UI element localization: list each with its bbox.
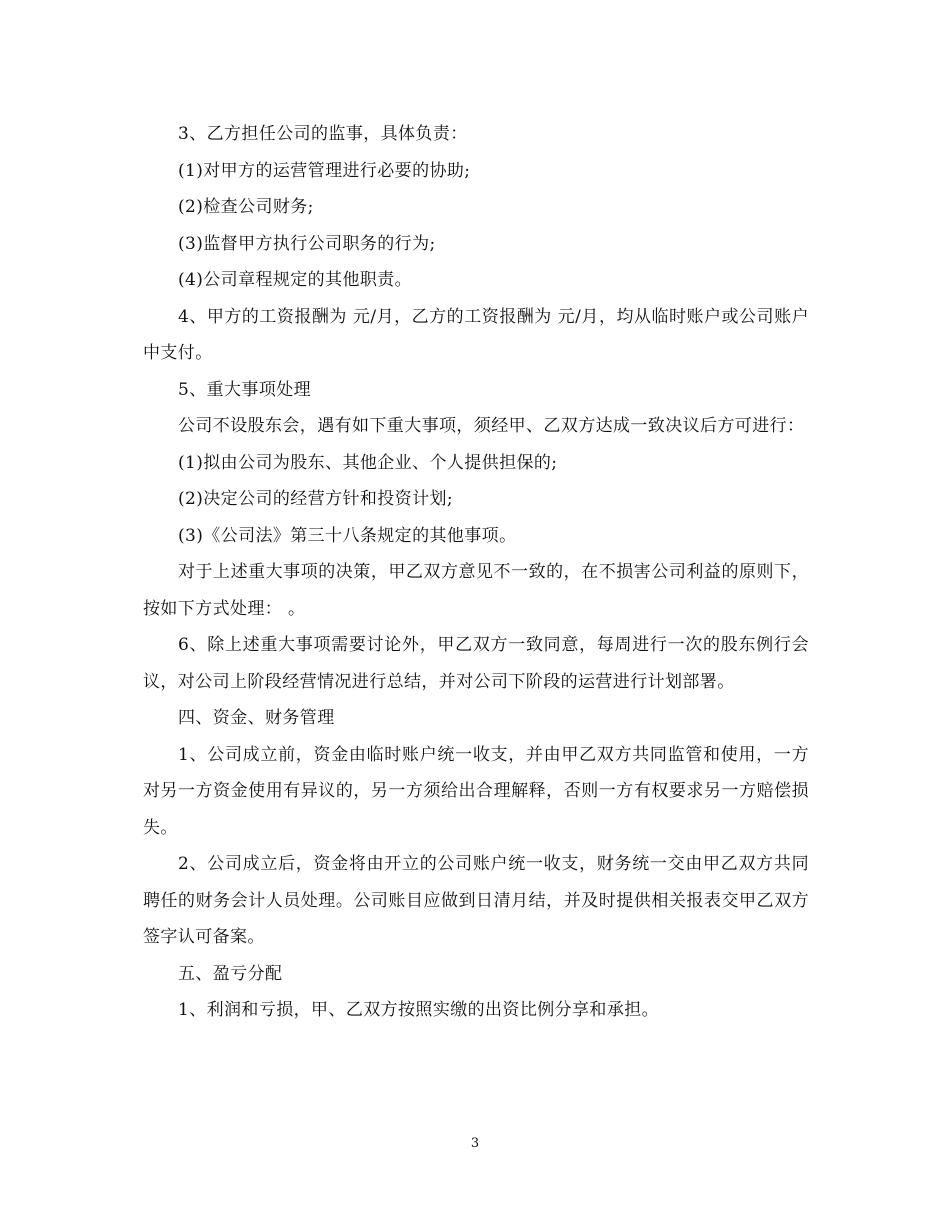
page-number: 3: [470, 1136, 480, 1151]
paragraph-list-item: (1)拟由公司为股东、其他企业、个人提供担保的;: [178, 452, 558, 473]
paragraph-list-item: (2)检查公司财务;: [178, 197, 314, 217]
paragraph-salary: 4、甲方的工资报酬为 元/月，乙方的工资报酬为 元/月，均从临时账户或公司账户中支付。: [143, 306, 809, 363]
paragraph-list-item: (3)《公司法》第三十八条规定的其他事项。: [178, 525, 517, 546]
paragraph-major-matters-intro: 公司不设股东会，遇有如下重大事项，须经甲、乙双方达成一致决议后方可进行：: [178, 416, 805, 436]
paragraph-list-item: (4)公司章程规定的其他职责。: [178, 270, 413, 290]
paragraph-profit-sharing: 1、利润和亏损，甲、乙双方按照实缴的出资比例分享和承担。: [178, 1000, 660, 1020]
paragraph-list-item: (2)决定公司的经营方针和投资计划;: [178, 489, 454, 509]
paragraph-heading-major-matters: 5、重大事项处理: [178, 379, 312, 400]
paragraph-list-item: (1)对甲方的运营管理进行必要的协助;: [178, 160, 471, 181]
section-heading-profit-loss: 五、盈亏分配: [178, 963, 283, 984]
paragraph-before-establishment: 1、公司成立前，资金由临时账户统一收支，并由甲乙双方共同监管和使用，一方对另一方资金使用有异议的，另一方须给出合理解释，否则一方有权要求另一方赔偿损失。: [143, 744, 809, 838]
paragraph-weekly-meeting: 6、除上述重大事项需要讨论外，甲乙双方一致同意，每周进行一次的股东例行会议，对公司上阶段经营情况进行总结，并对公司下阶段的运营进行计划部署。: [143, 635, 809, 692]
paragraph-after-establishment: 2、公司成立后，资金将由开立的公司账户统一收支，财务统一交由甲乙双方共同聘任的财务会计人员处理。公司账目应做到日清月结，并及时提供相关报表交甲乙双方签字认可备案。: [143, 854, 809, 947]
section-heading-finance: 四、资金、财务管理: [178, 708, 335, 728]
paragraph-disagreement: 对于上述重大事项的决策，甲乙双方意见不一致的，在不损害公司利益的原则下，按如下方式处理： 。: [143, 562, 809, 619]
paragraph-list-item: (3)监督甲方执行公司职务的行为;: [178, 233, 436, 254]
paragraph-supervisor-duty: 3、乙方担任公司的监事，具体负责：: [178, 124, 468, 144]
document-body: [143, 116, 809, 1029]
